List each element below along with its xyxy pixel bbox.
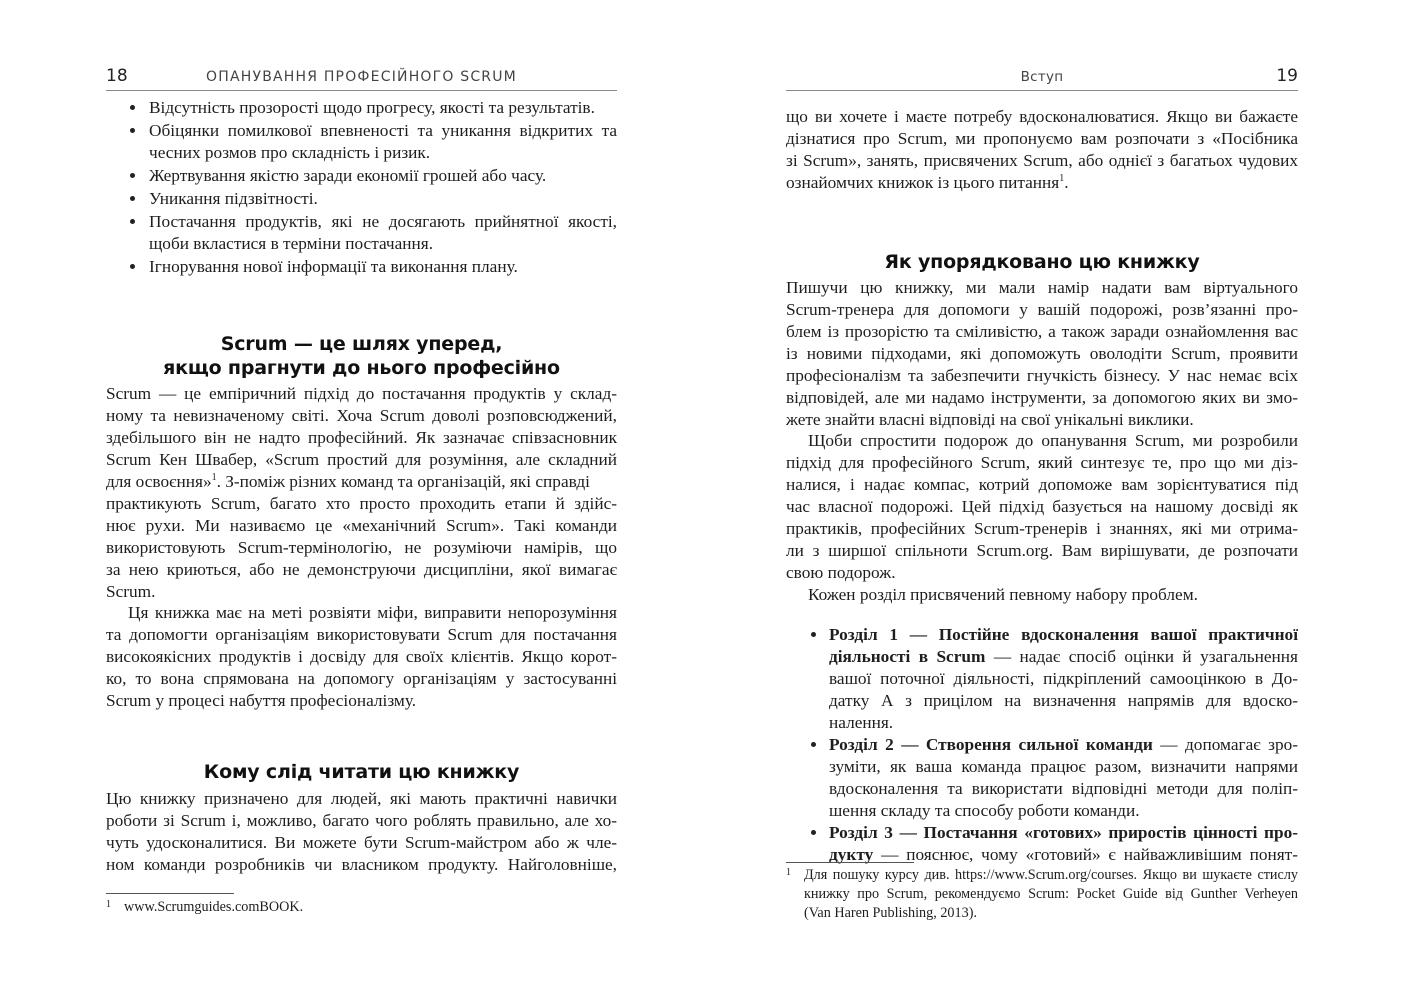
footnote-number: 1 (106, 899, 111, 910)
bullet-icon (130, 219, 135, 224)
list-item: Відсутність прозорості щодо прогресу, якості та результатів. (149, 98, 595, 117)
list-item-continuation: налення. (829, 713, 894, 732)
bullet-icon (130, 196, 135, 201)
footnote-number: 1 (786, 867, 791, 878)
footnote-reference[interactable]: 1 (211, 472, 217, 484)
list-item-continuation: вдосконалення та використати відповідні методи для поліп- (829, 779, 1298, 798)
list-item-continuation: чесних розмов про складність і ризик. (149, 143, 431, 162)
header-rule (106, 90, 617, 91)
page-number: 19 (1276, 66, 1298, 86)
list-item-continuation: щоби вкластися в терміни постачання. (149, 234, 434, 253)
footnote-rule (106, 893, 234, 894)
footnote-rule (786, 862, 914, 863)
text-line: чуть удосконалитися. Ви можете бути Scrum-майстром або ж чле- (106, 833, 617, 852)
text-line: блем із прозорістю та сміливістю, а також заради ознайомлення вас (786, 322, 1298, 341)
list-item: Жертвування якістю заради економії грошей або часу. (149, 166, 547, 185)
text-line: ном команди розробників чи власником продукту. Найголовніше, (106, 855, 617, 874)
chapter-description: — допомагає зро- (1152, 735, 1298, 754)
list-item-continuation: шення складу та способу роботи команди. (829, 801, 1140, 820)
text-line: Пишучи цю книжку, ми мали намір надати вам віртуального (786, 278, 1298, 297)
text-line: що ви хочете і маєте потребу вдосконалюватися. Якщо ви бажаєте (786, 107, 1298, 126)
list-item (829, 734, 1298, 756)
text-line: налися, і надає компас, котрий допоможе вам зорієнтуватися під (786, 475, 1298, 494)
bullet-icon (811, 830, 816, 835)
text-line: підхід для професійного Scrum, який синтезує те, про що ми діз- (786, 453, 1298, 472)
page-number: 18 (106, 66, 128, 86)
chapter-title: дукту (829, 845, 874, 864)
left-page (106, 0, 617, 1000)
bullet-icon (130, 105, 135, 110)
chapter-description: — пояснює, чому «готовий» є найважливішим понят- (873, 845, 1298, 864)
chapter-title: Розділ 2 — Створення сильної команди (829, 735, 1153, 754)
running-head-title: ОПАНУВАННЯ ПРОФЕСІЙНОГО SCRUM (206, 69, 517, 85)
text-line: Scrum — це емпіричний підхід до постачання продуктів у склад- (106, 384, 617, 403)
text-line: професіоналізм та забезпечити гнучкість бізнесу. У нас немає всіх (786, 366, 1298, 385)
text-fragment: . З-поміж різних команд та організацій, які справді (216, 472, 590, 491)
right-page (786, 0, 1298, 1000)
text-line: із новими підходами, які допоможуть оволодіти Scrum, проявити (786, 344, 1298, 363)
text-line: високоякісних продуктів і досвіду для своїх клієнтів. Якщо корот- (106, 647, 617, 666)
text-line: Ця книжка має на меті розвіяти міфи, виправити непорозуміння (128, 603, 617, 622)
text-line: практикують Scrum, багато хто просто проходить етапи й здійс- (106, 494, 617, 513)
text-line: нює рухи. Ми називаємо це «механічний Scrum». Такі команди (106, 516, 617, 535)
text-line: ко, то вона спрямована на допомогу організаціям у застосуванні (106, 669, 617, 688)
running-head (106, 66, 617, 90)
running-head-title: Вступ (1020, 69, 1064, 85)
footnote-text-line: книжку про Scrum, рекомендуємо Scrum: Pocket Guide від Gunther Verheyen (804, 886, 1298, 902)
list-item (829, 624, 1298, 646)
text-line: ному та невизначеному світі. Хоча Scrum доволі розповсюджений, (106, 406, 617, 425)
footnote-text: www.Scrumguides.comBOOK. (124, 899, 304, 915)
text-line: Scrum. (106, 582, 156, 601)
footnote-reference[interactable]: 1 (1059, 173, 1065, 185)
list-item-continuation: зуміти, як ваша команда працює разом, визначити напрями (829, 757, 1298, 776)
bullet-icon (811, 742, 816, 747)
text-line: та допомогти організаціям використовувати Scrum для постачання (106, 625, 617, 644)
text-line: Scrum Кен Швабер, «Scrum простий для розуміння, але складний (106, 450, 617, 469)
list-item-continuation: вашої поточної діяльності, підкріплений самооцінкою в До- (829, 669, 1298, 688)
text-line: ознайомчих книжок із цього питання$^1$. (786, 173, 1069, 192)
text-line: Цю книжку призначено для людей, які мають практичні навички (106, 789, 617, 808)
list-item: Постачання продуктів, які не досягають прийнятної якості, (149, 212, 617, 231)
text-line: дізнатися про Scrum, ми пропонуємо вам розпочати з «Посібника (786, 129, 1298, 148)
section-heading: Як упорядковано цю книжку (884, 251, 1200, 273)
text-line: Щоби спростити подорож до опанування Scrum, ми розробили (808, 431, 1298, 450)
paragraph: Кожен розділ присвячений певному набору проблем. (808, 585, 1198, 604)
list-item (829, 822, 1298, 844)
list-item-continuation (829, 646, 1298, 668)
text-line: свою подорож. (786, 563, 896, 582)
text-line (106, 471, 617, 493)
text-line: за нею криються, або не демонструючи дисципліни, якої вимагає (106, 560, 617, 579)
section-heading: Кому слід читати цю книжку (203, 761, 520, 783)
bullet-icon (811, 632, 816, 637)
text-line: практиків, професійних Scrum-тренерів і знаннях, які ми отрима- (786, 519, 1298, 538)
chapter-title: діяльності в Scrum (829, 647, 986, 666)
list-item: Обіцянки помилкової впевненості та уникання відкритих та (149, 121, 617, 140)
chapter-title: Розділ 3 — Постачання «готових» приростів цінності про- (829, 823, 1298, 842)
text-fragment: ознайомчих книжок із цього питання (786, 173, 1060, 192)
text-line: використовують Scrum-термінологію, не розуміючи намірів, що (106, 538, 617, 557)
chapter-title: Розділ 1 — Постійне вдосконалення вашої практичної (829, 625, 1298, 644)
text-line: час власної подорожі. Цей підхід базується на нашому досвіді як (786, 497, 1298, 516)
bullet-icon (130, 128, 135, 133)
footnote-text-line: Для пошуку курсу див. https://www.Scrum.org/courses. Якщо ви шукаєте стислу (804, 867, 1298, 883)
text-line: зі Scrum», занять, присвячених Scrum, або однієї з багатьох чудових (786, 151, 1298, 170)
list-item: Ігнорування нової інформації та виконання плану. (149, 257, 518, 276)
section-heading-line: якщо прагнути до нього професійно (163, 357, 560, 379)
text-line: Scrum у процесі набуття професіоналізму. (106, 691, 417, 710)
section-heading-line: Scrum — це шлях уперед, (220, 333, 503, 355)
list-item-continuation: датку А з прицілом на визначення напрямів для вдоско- (829, 691, 1298, 710)
text-line: здебільшого він не надто професійний. Як зазначає співзасновник (106, 428, 617, 447)
text-line: Scrum-тренера для допомоги у вашій подорожі, розв’язанні про- (786, 300, 1298, 319)
running-head (786, 66, 1298, 90)
header-rule (786, 90, 1298, 91)
text-line: жете знайти власні відповіді на свої унікальні виклики. (786, 410, 1194, 429)
footnote-text-line: (Van Haren Publishing, 2013). (804, 905, 977, 921)
list-item: Уникання підзвітності. (149, 189, 318, 208)
chapter-description: — надає спосіб оцінки й узагальнення (985, 647, 1298, 666)
bullet-icon (130, 173, 135, 178)
text-line: ли з ширшої спільноти Scrum.org. Вам вирішувати, де розпочати (786, 541, 1298, 560)
text-line: відповідей, але ми надамо інструменти, за допомогою яких ви змо- (786, 388, 1298, 407)
bullet-icon (130, 264, 135, 269)
text-line: роботи зі Scrum і, можливо, багато чого роблять правильно, але хо- (106, 811, 617, 830)
text-fragment: для освоєння» (106, 472, 212, 491)
